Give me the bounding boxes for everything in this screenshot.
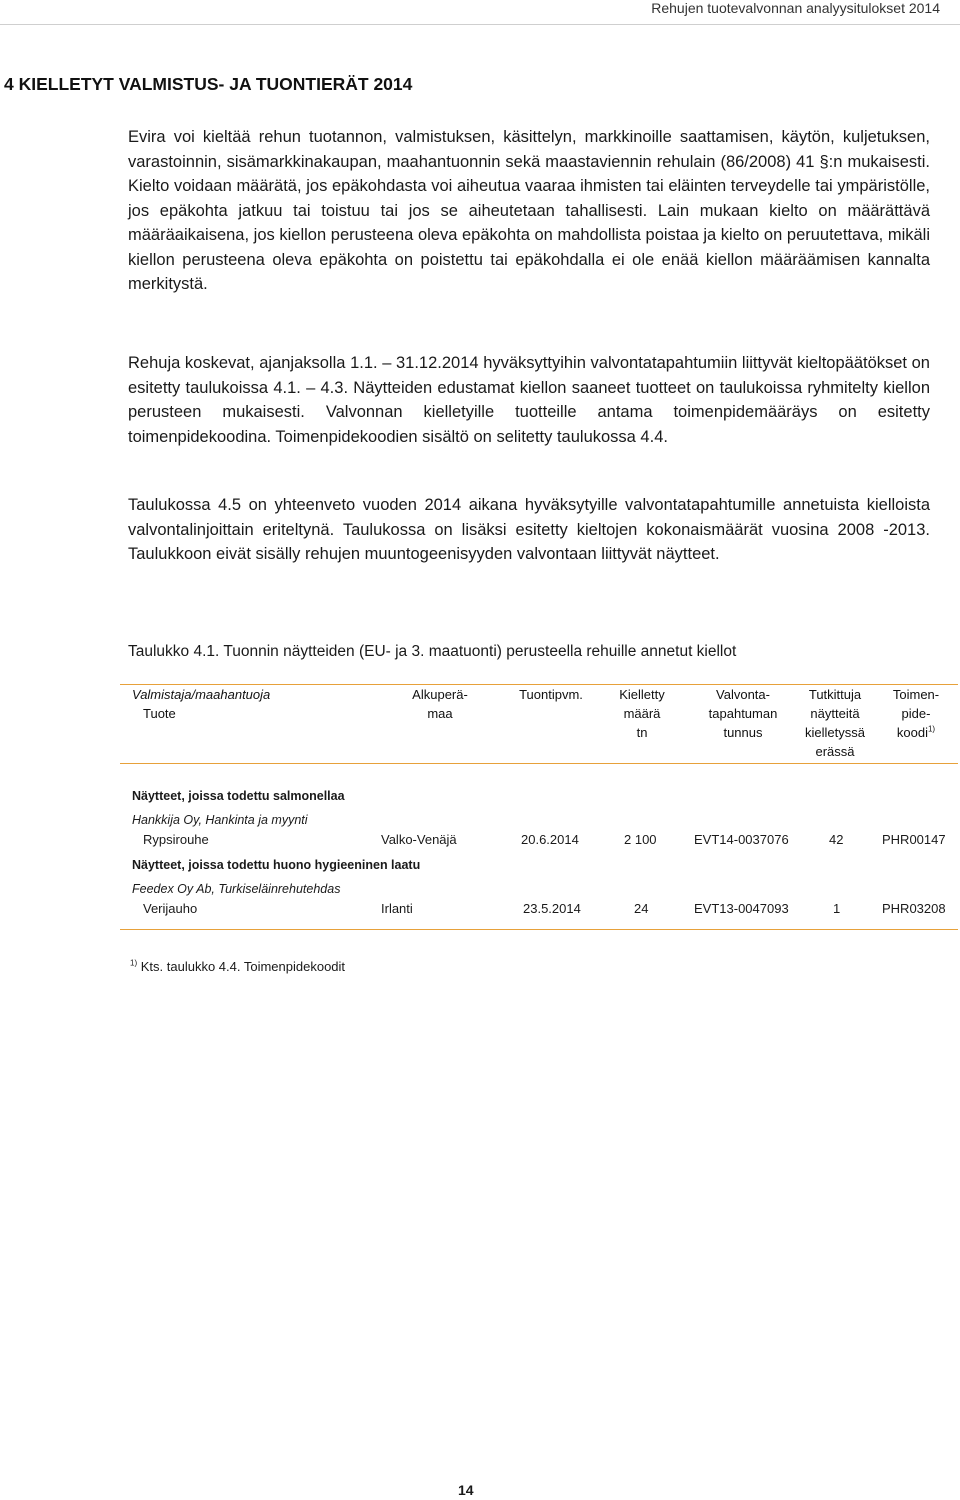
cell-origin: Valko-Venäjä: [381, 832, 457, 847]
table-row: [0, 901, 960, 921]
cell-event-id: EVT13-0047093: [694, 901, 789, 916]
table-row: [0, 832, 960, 852]
table-header-rule: [120, 763, 958, 764]
cell-date: 20.6.2014: [521, 832, 579, 847]
page-number: 14: [458, 1482, 474, 1498]
footnote-text: Kts. taulukko 4.4. Toimenpidekoodit: [140, 959, 346, 974]
header-divider: [0, 24, 960, 25]
header-banned-amount: Kielletty määrä tn: [619, 687, 665, 740]
group-title-hygiene: Näytteet, joissa todettu huono hygieeninen laatu: [132, 858, 421, 872]
paragraph-legal-basis: Evira voi kieltää rehun tuotannon, valmistuksen, käsittelyn, markkinoille saattamisen, käytön, kuljetuksen, varastoinnin, sisämarkkinakaupan, maahantuonnin sekä maastaviennin rehulain (86/2008) 41 §:n mukaisesti. Kielto voidaan määrätä, jos epäkohdasta voi aiheutua vaaraa ihmisten tai eläinten terveydelle tai ympäristölle, jos epäkohta jatkuu tai toistuu tai jos se aiheutetaan tahallisesti. Lain mukaan kielto on määrättävä määräaikaisena, jos kiellon perusteena oleva epäkohta on mahdollista poistaa ja kielto on peruutettava, mikäli kiellon perusteena oleva epäkohta on poistettu tai epäkohdalla ei ole enää kiellon määräämisen kannalta merkitystä.: [128, 128, 930, 293]
chapter-title: 4 KIELLETYT VALMISTUS- JA TUONTIERÄT 2014: [4, 74, 413, 94]
header-manufacturer: Valmistaja/maahantuoja: [132, 687, 271, 702]
cell-action-code: PHR03208: [882, 901, 946, 916]
cell-amount: 24: [634, 901, 649, 916]
supplier-hankkija: Hankkija Oy, Hankinta ja myynti: [132, 813, 308, 827]
header-event-id: Valvonta- tapahtuman tunnus: [708, 687, 778, 740]
supplier-feedex: Feedex Oy Ab, Turkiseläinrehutehdas: [132, 882, 341, 896]
cell-product: Rypsirouhe: [143, 832, 209, 847]
paragraph-summary: Taulukossa 4.5 on yhteenveto vuoden 2014 aikana hyväksytyille valvontatapahtumille annetuista kielloista valvontalinjoittain eriteltynä. Taulukossa on lisäksi esitetty kieltojen kokonaismäärät vuosina 2008 -2013. Taulukkoon eivät sisälly rehujen muuntogeenisyyden valvontaan liittyvät näytteet.: [128, 496, 930, 563]
table-footnote: [130, 959, 345, 974]
header-origin: Alkuperä- maa: [412, 687, 468, 721]
table-caption: Taulukko 4.1. Tuonnin näytteiden (EU- ja 3. maatuonti) perusteella rehuille annetut kiellot: [128, 643, 737, 660]
group-title-salmonella: Näytteet, joissa todettu salmonellaa: [132, 789, 345, 803]
running-header: Rehujen tuotevalvonnan analyysitulokset 2014: [651, 0, 940, 16]
cell-amount: 2 100: [624, 832, 657, 847]
header-action-code: [876, 685, 956, 742]
header-import-date: Tuontipvm.: [519, 687, 583, 702]
table-bottom-rule: [120, 929, 958, 930]
cell-samples: 42: [829, 832, 844, 847]
cell-action-code: PHR00147: [882, 832, 946, 847]
footnote-mark: 1): [130, 958, 138, 968]
cell-product: Verijauho: [143, 901, 198, 916]
header-action-code-text: Toimen- pide- koodi: [892, 687, 940, 740]
paragraph-decisions: Rehuja koskevat, ajanjaksolla 1.1. – 31.12.2014 hyväksyttyihin valvontatapahtumiin liittyvät kieltopäätökset on esitetty taulukoissa 4.1. – 4.3. Näytteiden edustamat kiellon saaneet tuotteet on taulukoissa ryhmitelty kiellon perusteen mukaisesti. Valvonnan kielletyille tuotteille antama toimenpidemääräys on esitetty toimenpidekoodina. Toimenpidekoodien sisältö on selitetty taulukossa 4.4.: [128, 354, 930, 446]
cell-date: 23.5.2014: [523, 901, 581, 916]
cell-samples: 1: [833, 901, 841, 916]
cell-origin: Irlanti: [381, 901, 413, 916]
cell-event-id: EVT14-0037076: [694, 832, 789, 847]
header-samples: Tutkittuja näytteitä kielletyssä erässä: [805, 687, 865, 759]
header-action-code-sup: 1): [927, 724, 936, 734]
header-product: Tuote: [143, 706, 176, 721]
